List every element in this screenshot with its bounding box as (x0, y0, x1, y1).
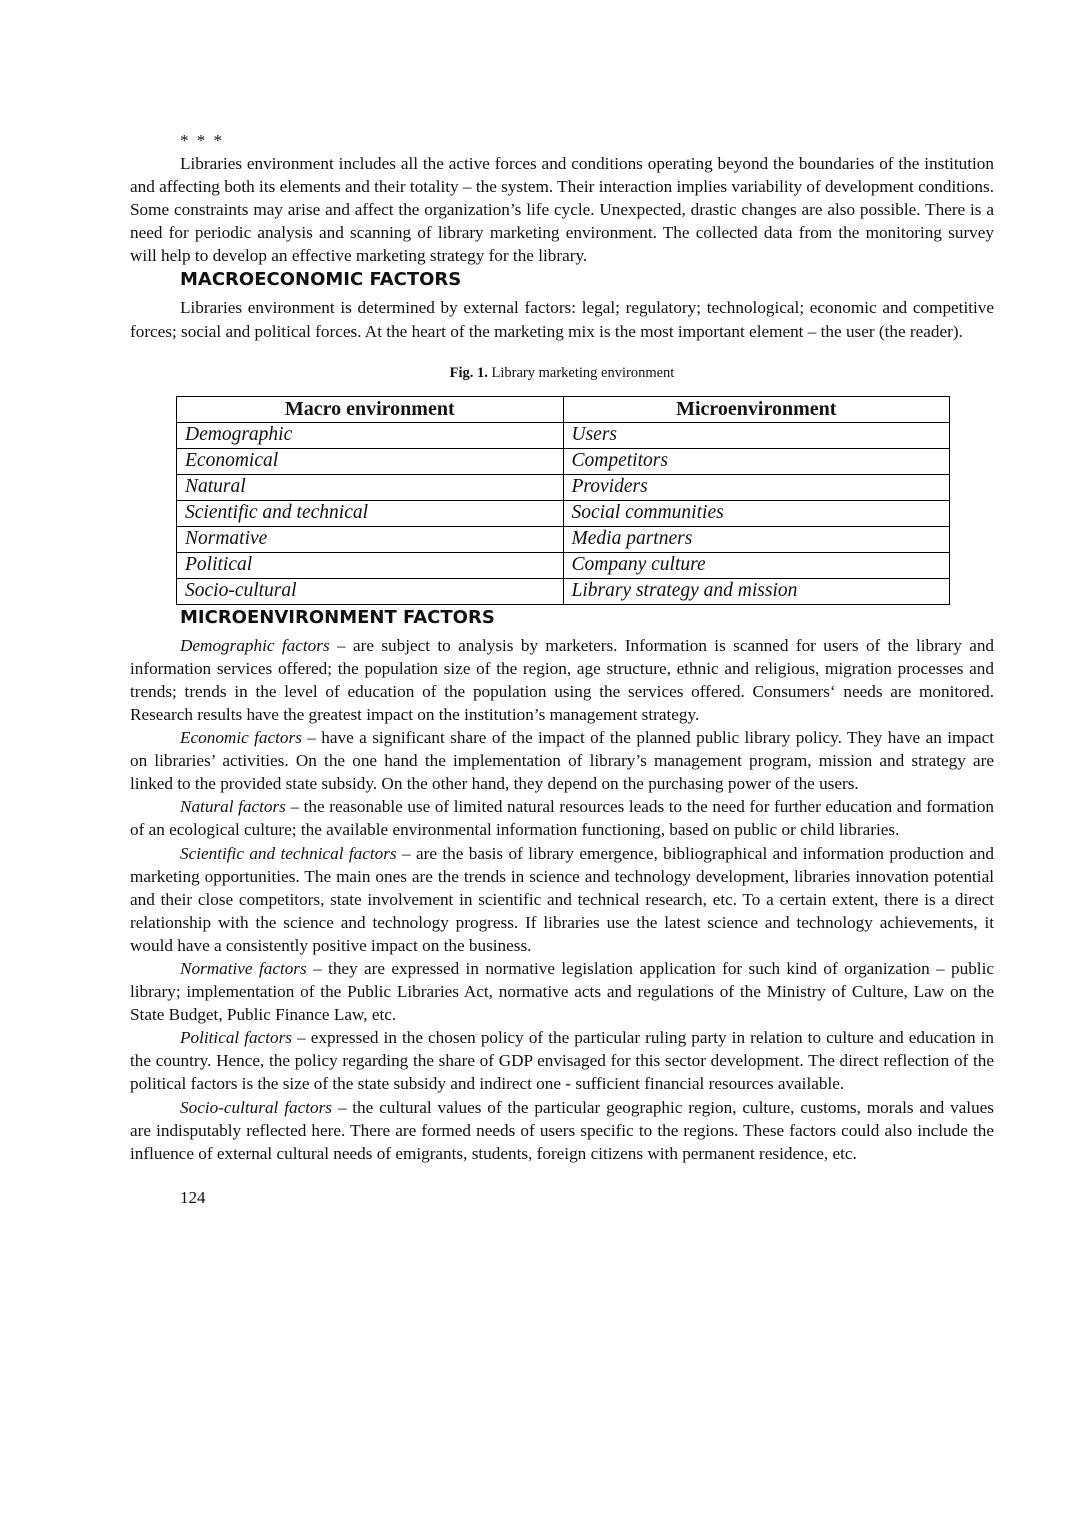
section-separator: * * * (180, 131, 224, 150)
macro-cell: Demographic (177, 422, 564, 448)
factor-paragraph-socio-cultural (130, 1096, 994, 1165)
table-row (177, 500, 950, 526)
table-header-row (177, 396, 950, 422)
macro-cell: Socio-cultural (177, 578, 564, 604)
micro-cell: Media partners (563, 526, 950, 552)
factor-text: – the reasonable use of limited natural resources leads to the need for further education and formation of an ecological culture; the available environmental information functioning, based on public or child libraries. (130, 797, 995, 840)
table-row (177, 552, 950, 578)
column-header-macro: Macro environment (177, 396, 564, 422)
factor-term: Natural factors (180, 797, 286, 817)
factor-text: – have a significant share of the impact of the planned public library policy. They have an impact on libraries’ activities. On the one hand the implementation of library’s management program, mission and strategy are linked to the provided state subsidy. On the other hand, they depend on the purchasing power of the users. (130, 728, 994, 794)
factor-term: Economic factors (180, 728, 302, 748)
table-row (177, 578, 950, 604)
factor-paragraph-demographic (130, 634, 994, 726)
factor-text: – are the basis of library emergence, bibliographical and information production and marketing opportunities. The main ones are the trends in science and technology development, libraries innovation potential and their close competitors, state involvement in scientific and technical research, etc. To a certain extent, there is a direct relationship with the science and technology progress. If libraries use the latest science and technology achievements, it would have a consistently positive impact on the business. (130, 843, 995, 955)
factor-text: – are subject to analysis by marketers. Information is scanned for users of the library and information services offered; the population size of the region, age structure, ethnic and religious, migration processes and trends; trends in the level of education of the population using the services offered. Consumers‘ needs are monitored. Research results have the greatest impact on the institution’s management strategy. (130, 635, 995, 724)
macro-cell: Political (177, 552, 564, 578)
factor-paragraph-normative (130, 957, 994, 1026)
figure-title: Library marketing environment (491, 364, 675, 381)
page-content (130, 130, 994, 1208)
macro-cell: Economical (177, 448, 564, 474)
micro-cell: Library strategy and mission (563, 578, 950, 604)
table-row (177, 526, 950, 552)
micro-cell: Competitors (563, 448, 950, 474)
intro-paragraph: Libraries environment includes all the active forces and conditions operating beyond the boundaries of the institution and affecting both its elements and their totality – the system. Their interaction implies variability of development conditions. Some constraints may arise and affect the organization’s life cycle. Unexpected, drastic changes are also possible. There is a need for periodic analysis and scanning of library marketing environment. The collected data from the monitoring survey will help to develop an effective marketing strategy for the library. (130, 154, 994, 266)
factor-term: Socio-cultural factors (180, 1097, 332, 1117)
micro-heading: MICROENVIRONMENT FACTORS (180, 606, 495, 628)
environment-table (176, 396, 950, 605)
factor-paragraph-natural (130, 795, 994, 841)
micro-cell: Providers (563, 474, 950, 500)
factor-text: – the cultural values of the particular geographic region, culture, customs, morals and values are indisputably reflected here. There are formed needs of users specific to the regions. These factors could also include the influence of external cultural needs of emigrants, students, foreign citizens with permanent residence, etc. (130, 1097, 994, 1163)
factor-paragraph-scientific (130, 842, 994, 957)
macro-heading: MACROECONOMIC FACTORS (180, 269, 462, 291)
page-number: 124 (180, 1187, 206, 1207)
factor-term: Political factors (180, 1028, 292, 1048)
factor-paragraph-political (130, 1026, 994, 1095)
factor-term: Scientific and technical factors (180, 843, 397, 863)
micro-cell: Users (563, 422, 950, 448)
factor-paragraph-economic (130, 726, 994, 795)
figure-caption (130, 365, 994, 382)
macro-cell: Natural (177, 474, 564, 500)
macro-cell: Scientific and technical (177, 500, 564, 526)
factor-text: – expressed in the chosen policy of the particular ruling party in relation to culture and education in the country. Hence, the policy regarding the share of GDP envisaged for this sector development. The direct reflection of the political factors is the size of the state subsidy and indirect one - sufficient financial resources available. (130, 1028, 994, 1094)
macro-cell: Normative (177, 526, 564, 552)
micro-cell: Social communities (563, 500, 950, 526)
factor-term: Normative factors (180, 958, 307, 978)
table-row (177, 474, 950, 500)
factor-text: – they are expressed in normative legislation application for such kind of organization – public library; implementation of the Public Libraries Act, normative acts and regulations of the Ministry of Culture, Law on the State Budget, Public Finance Law, etc. (130, 958, 994, 1025)
macro-paragraph: Libraries environment is determined by external factors: legal; regulatory; technological; economic and competitive forces; social and political forces. At the heart of the marketing mix is the most important element – the user (the reader). (130, 298, 994, 341)
micro-cell: Company culture (563, 552, 950, 578)
column-header-micro: Microenvironment (563, 396, 950, 422)
factor-term: Demographic factors (180, 635, 330, 655)
figure-label: Fig. 1. (449, 364, 488, 381)
table-row (177, 422, 950, 448)
table-row (177, 448, 950, 474)
